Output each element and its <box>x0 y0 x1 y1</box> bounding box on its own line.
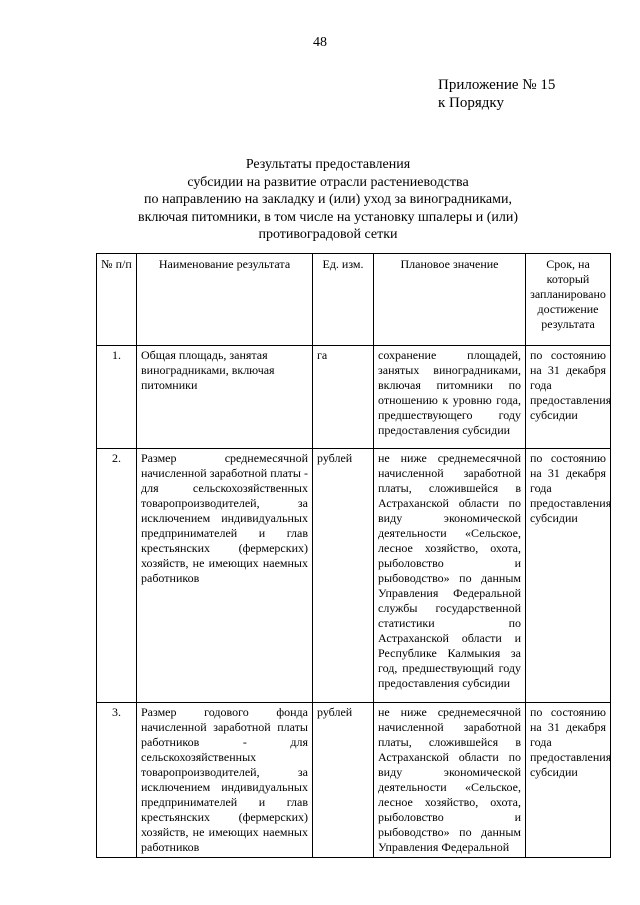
header-plan: Плановое значение <box>374 254 526 346</box>
row-num: 3. <box>97 703 137 858</box>
row-deadline: по состоянию на 31 декабря года предоставления субсидии <box>526 449 611 703</box>
row-plan: не ниже среднемесячной начисленной заработной платы, сложившейся в Астраханской области по виду экономической деятельности «Сельское, лесное хозяйство, охота, рыболовство и рыбоводство» по данным Управления Федеральной <box>374 703 526 858</box>
header-deadline: Срок, на который запланировано достижение результата <box>526 254 611 346</box>
title-line-3: по направлению на закладку и (или) уход за виноградниками, <box>144 192 512 207</box>
title-line-2: субсидии на развитие отрасли растениеводства <box>187 174 469 190</box>
table-row <box>97 703 611 858</box>
table-row <box>97 449 611 703</box>
row-deadline: по состоянию на 31 декабря года предоставления субсидии <box>526 346 611 449</box>
header-unit: Ед. изм. <box>313 254 374 346</box>
title-line-4: включая питомники, в том числе на установку шпалеры и (или) <box>137 209 519 225</box>
row-num: 1. <box>97 346 137 449</box>
title-line-1: Результаты предоставления <box>245 157 411 172</box>
header-name: Наименование результата <box>137 254 313 346</box>
row-unit: га <box>313 346 374 449</box>
document-title <box>128 156 528 244</box>
row-unit: рублей <box>313 449 374 703</box>
header-num: № п/п <box>97 254 137 346</box>
row-deadline: по состоянию на 31 декабря года предоставления субсидии <box>526 703 611 858</box>
title-line-5: противоградовой сетки <box>258 227 398 242</box>
row-name: Размер годового фонда начисленной заработной платы работников - для сельскохозяйственных товаропроизводителей, за исключением индивидуальных предпринимателей и глав крестьянских (фермерских) хозяйств, не имеющих наемных работников <box>137 703 313 858</box>
results-table <box>96 253 611 858</box>
table-header-row <box>97 254 611 346</box>
table-row <box>97 346 611 449</box>
row-unit: рублей <box>313 703 374 858</box>
row-plan: сохранение площадей, занятых виноградниками, включая питомники по отношению к уровню года, предшествующего году предоставления субсидии <box>374 346 526 449</box>
row-name: Общая площадь, занятая виноградниками, включая питомники <box>137 346 313 449</box>
row-num: 2. <box>97 449 137 703</box>
page-number: 48 <box>313 35 327 50</box>
row-plan: не ниже среднемесячной начисленной заработной платы, сложившейся в Астраханской области по виду экономической деятельности «Сельское, лесное хозяйство, охота, рыболовство и рыбоводство» по данным Управления Федеральной службы государственной статистики по Астраханской области и Республике Калмыкия за год, предшествующий году предоставления субсидии <box>374 449 526 703</box>
appendix-line-1: Приложение № 15 <box>438 77 556 93</box>
row-name: Размер среднемесячной начисленной заработной платы - для сельскохозяйственных товаропроизводителей, за исключением индивидуальных предпринимателей и глав крестьянских (фермерских) хозяйств, не имеющих наемных работников <box>137 449 313 703</box>
appendix-line-2: к Порядку <box>438 95 504 111</box>
appendix-reference <box>438 76 618 112</box>
